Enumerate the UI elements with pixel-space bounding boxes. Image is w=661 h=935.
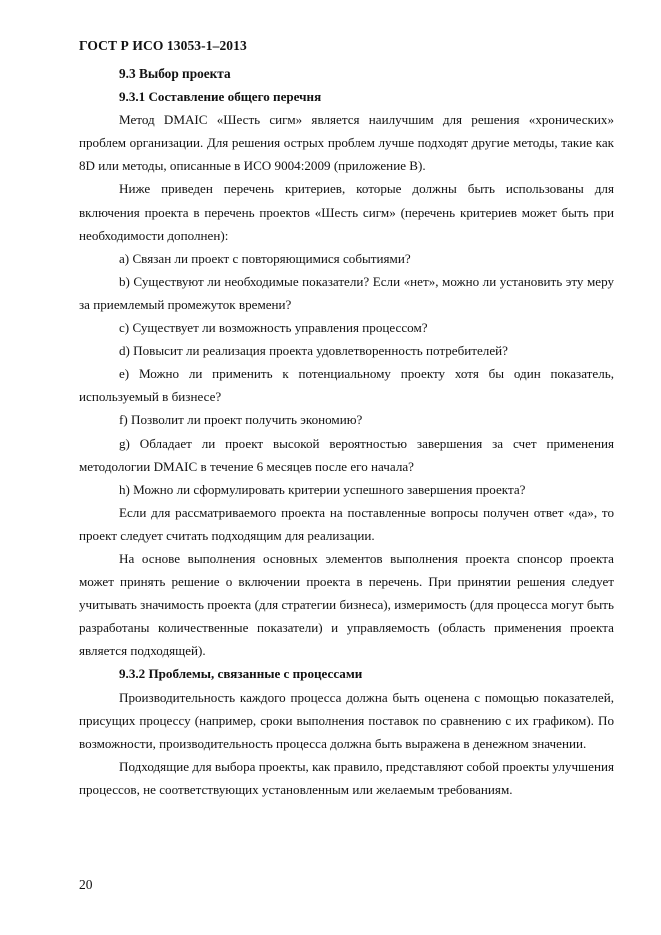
criteria-item-f: f) Позволит ли проект получить экономию? [119, 412, 363, 428]
paragraph: Если для рассматриваемого проекта на поставленные вопросы получен ответ «да», то проект следует считать подходящим для реализации. [79, 504, 614, 543]
paragraph: На основе выполнения основных элементов выполнения проекта спонсор проекта может принять решение о включении проекта в перечень. При принятии решения следует учитывать значимость проекта (для стратегии бизнеса), измеримость (для процесса могут быть разработаны количественные показатели) и управляемость (область применения проекта является подходящей). [79, 550, 614, 659]
criteria-item-a: a) Связан ли проект с повторяющимися событиями? [119, 250, 411, 266]
paragraph: Метод DMAIC «Шесть сигм» является наилучшим для решения «хронических» проблем организации. Для решения острых проблем лучше подходят другие методы, такие как 8D или методы, описанные в ИСО 9004:2009 (приложение В). [79, 112, 614, 174]
criteria-item-c: c) Существует ли возможность управления процессом? [119, 320, 428, 336]
criteria-item-g: g) Обладает ли проект высокой вероятностью завершения за счет применения методологии DMAIC в течение 6 месяцев после его начала? [79, 435, 614, 474]
section-title: 9.3 Выбор проекта [119, 66, 231, 81]
page-number: 20 [79, 877, 93, 892]
document-body [79, 62, 614, 801]
paragraph: Подходящие для выбора проекты, как правило, представляют собой проекты улучшения процессов, не соответствующих установленным или желаемым требованиям. [79, 758, 614, 797]
criteria-item-b: b) Существуют ли необходимые показатели? Если «нет», можно ли установить эту меру за приемлемый промежуток времени? [79, 273, 614, 312]
criteria-item-d: d) Повысит ли реализация проекта удовлетворенность потребителей? [119, 343, 508, 359]
criteria-item-h: h) Можно ли сформулировать критерии успешного завершения проекта? [119, 481, 526, 497]
paragraph: Производительность каждого процесса должна быть оценена с помощью показателей, присущих процессу (например, сроки выполнения поставок по сравнению с их графиком). По возможности, производительность процесса должна быть выражена в денежном значении. [79, 689, 614, 751]
subsection-title-2: 9.3.2 Проблемы, связанные с процессами [119, 666, 363, 682]
criteria-item-e: e) Можно ли применить к потенциальному проекту хотя бы один показатель, используемый в бизнесе? [79, 366, 614, 405]
document-header: ГОСТ Р ИСО 13053-1–2013 [79, 38, 247, 53]
subsection-title-1: 9.3.1 Составление общего перечня [119, 89, 322, 105]
paragraph: Ниже приведен перечень критериев, которые должны быть использованы для включения проекта в перечень проектов «Шесть сигм» (перечень критериев может быть при необходимости дополнен): [79, 181, 614, 243]
